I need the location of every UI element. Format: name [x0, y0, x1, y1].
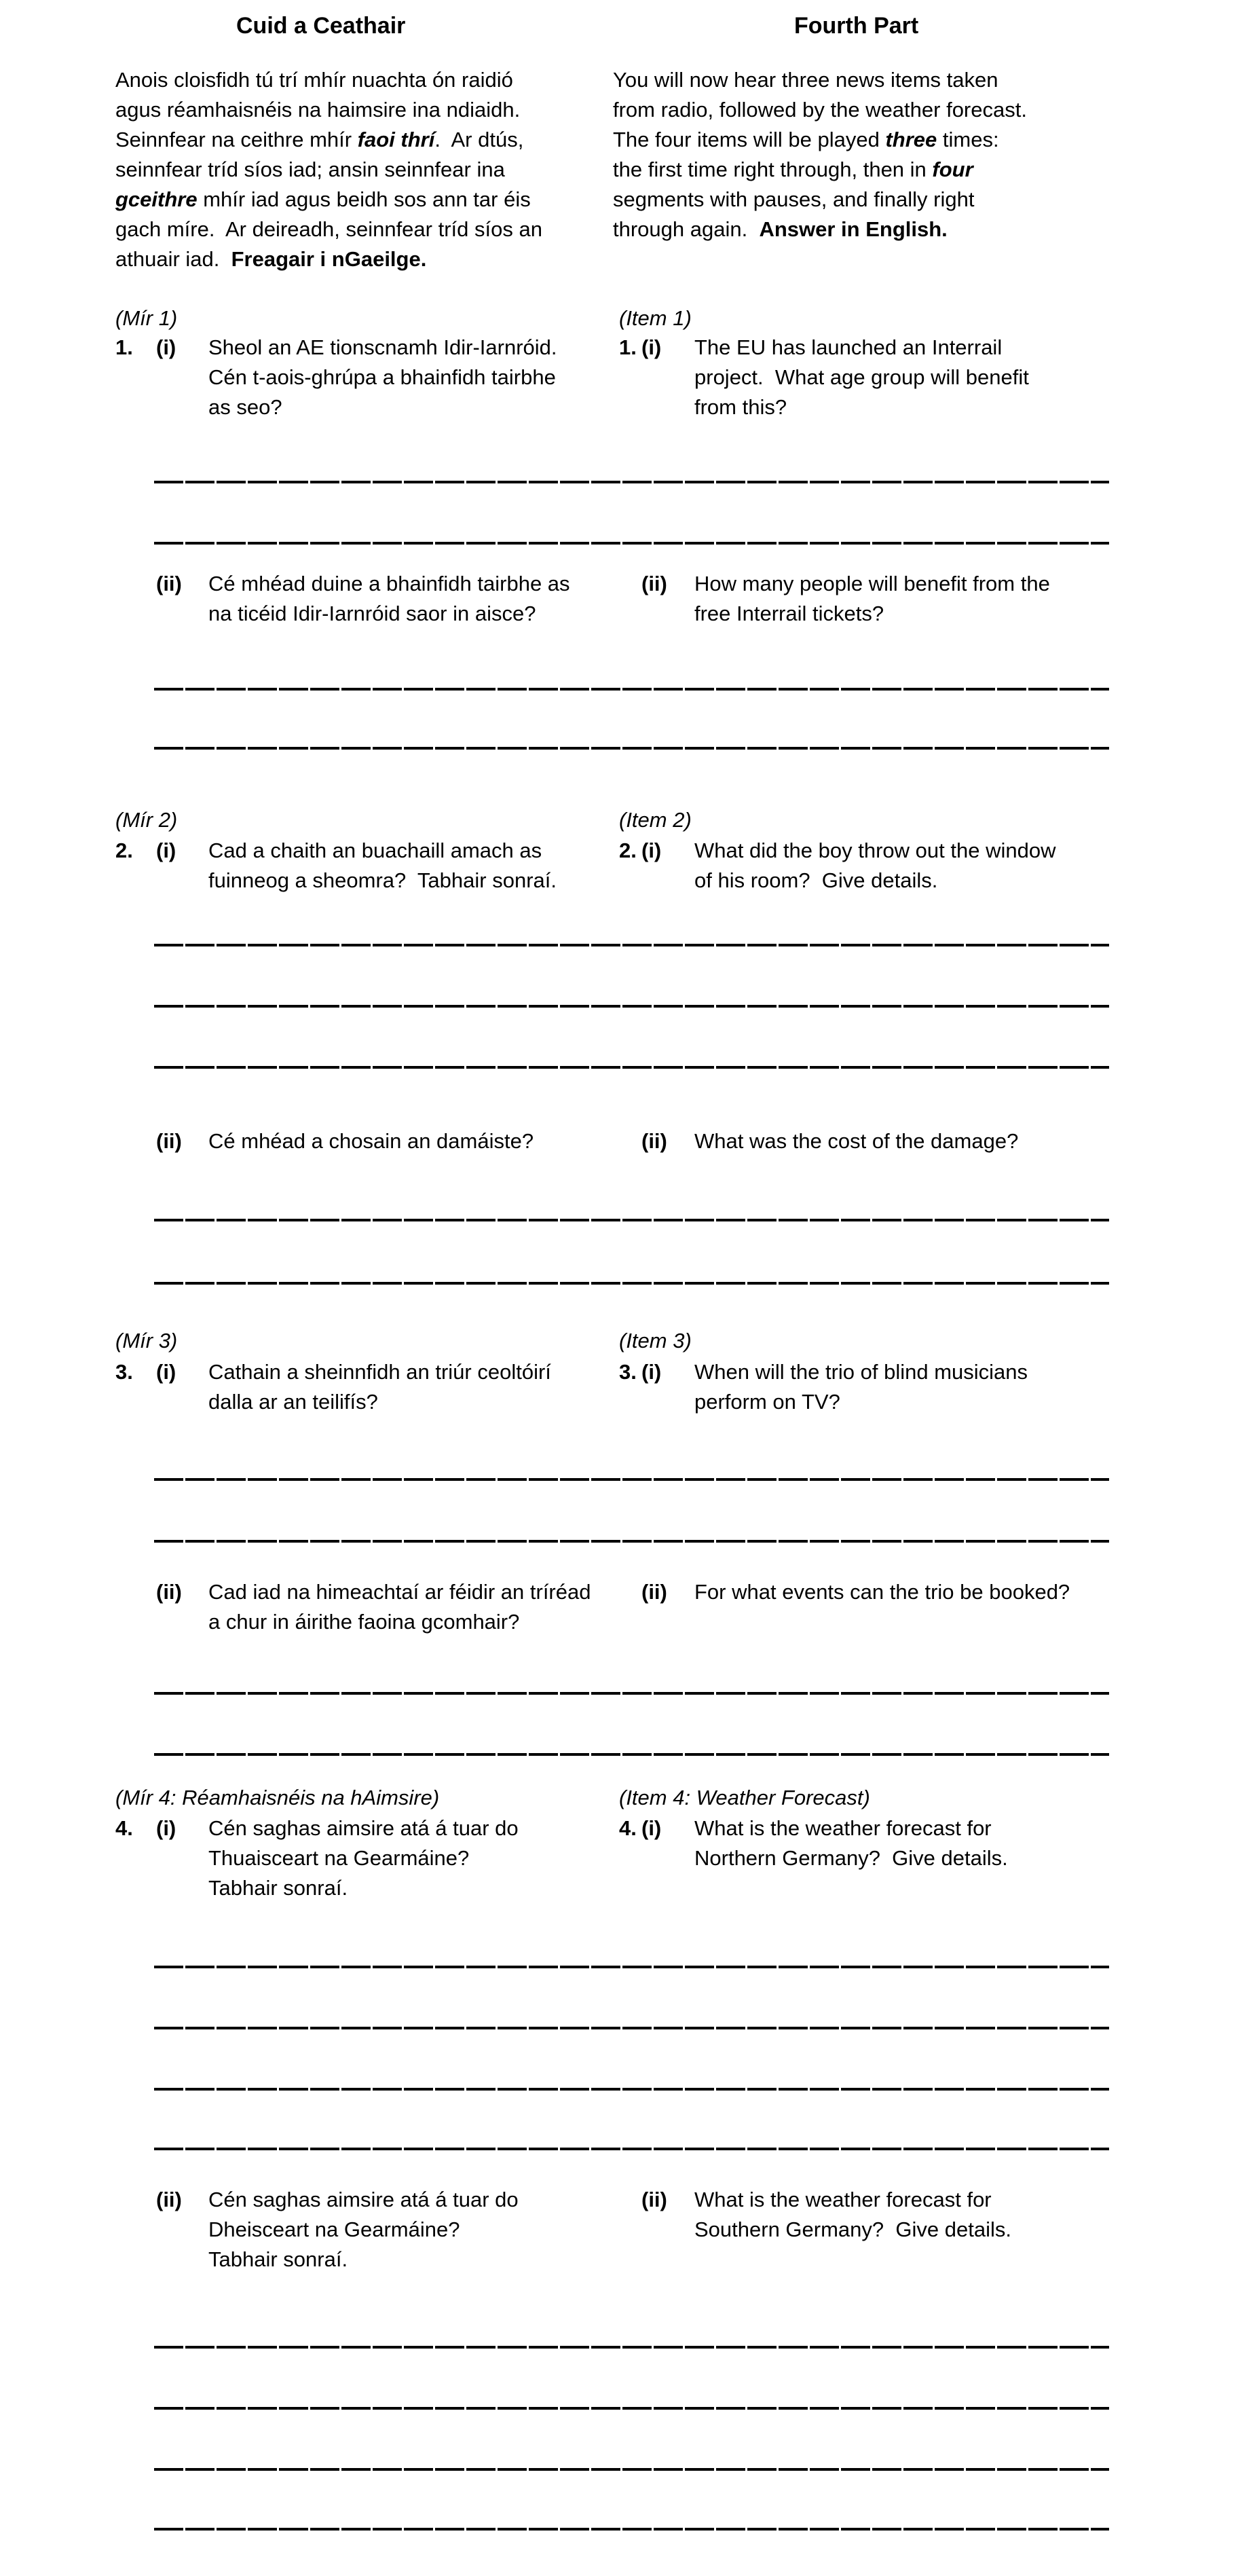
answer-line	[154, 1966, 1109, 1968]
text-segment: three	[885, 128, 937, 151]
answer-line	[154, 1219, 1109, 1221]
question-text	[694, 836, 1115, 896]
text-line: Cad a chaith an buachaill amach as	[208, 839, 542, 862]
question-4ii-english	[619, 2185, 1115, 2245]
question-4ii-irish	[115, 2185, 611, 2275]
text-line: Sheol an AE tionscnamh Idir-Iarnróid.	[208, 335, 557, 359]
question-2ii-english	[619, 1126, 1115, 1156]
question-number: 1.	[619, 335, 637, 359]
section-4-label-irish: (Mír 4: Réamhaisnéis na hAimsire)	[115, 1786, 440, 1809]
answer-line	[154, 1282, 1109, 1285]
question-number: 1.	[115, 335, 133, 359]
text-segment: faoi thrí	[357, 128, 435, 151]
question-text	[694, 1577, 1115, 1607]
text-segment: Freagair i nGaeilge.	[231, 247, 427, 271]
text-line: What did the boy throw out the window	[694, 839, 1056, 862]
text-segment: through again.	[613, 217, 760, 241]
question-1ii-english	[619, 569, 1115, 629]
text-line: What is the weather forecast for	[694, 2188, 992, 2211]
answer-line	[154, 1478, 1109, 1481]
text-segment: the first time right through, then in	[613, 158, 933, 181]
question-text	[208, 1577, 611, 1637]
text-line: Southern Germany? Give details.	[694, 2218, 1011, 2241]
question-text	[208, 569, 611, 629]
text-line: na ticéid Idir-Iarnróid saor in aisce?	[208, 602, 536, 625]
question-text	[208, 1126, 611, 1156]
question-text	[694, 1814, 1115, 1873]
text-line: as seo?	[208, 395, 282, 419]
text-line: Cé mhéad a chosain an damáiste?	[208, 1129, 534, 1153]
header-irish: Cuid a Ceathair	[236, 13, 406, 39]
answer-line	[154, 2148, 1109, 2150]
answer-line	[154, 542, 1109, 545]
answer-line	[154, 1005, 1109, 1008]
section-1-label-english: (Item 1)	[619, 306, 692, 330]
answer-line	[154, 1692, 1109, 1695]
question-2i-english	[619, 836, 1115, 896]
text-line	[115, 125, 542, 155]
question-3i-english	[619, 1357, 1115, 1417]
question-2ii-irish	[115, 1126, 611, 1156]
answer-line	[154, 688, 1109, 691]
text-line	[613, 125, 1027, 155]
question-marker: (ii)	[156, 2188, 182, 2211]
text-line	[115, 65, 542, 95]
answer-line	[154, 1540, 1109, 1543]
text-line: Dheisceart na Gearmáine?	[208, 2218, 460, 2241]
text-line: What was the cost of the damage?	[694, 1129, 1019, 1153]
question-marker: (i)	[156, 1816, 176, 1840]
question-number: 4.	[115, 1816, 133, 1840]
text-line	[115, 155, 542, 185]
text-line	[115, 215, 542, 244]
text-segment: gceithre	[115, 187, 198, 211]
answer-line	[154, 481, 1109, 483]
text-line: The EU has launched an Interrail	[694, 335, 1003, 359]
question-marker: (ii)	[156, 1129, 182, 1153]
answer-line	[154, 747, 1109, 750]
question-marker: (i)	[156, 335, 176, 359]
question-marker: (ii)	[641, 2188, 667, 2211]
question-text	[208, 1814, 611, 1903]
text-segment: times:	[937, 128, 999, 151]
question-text	[694, 1357, 1115, 1417]
section-1-label-irish: (Mír 1)	[115, 306, 178, 330]
text-segment: from radio, followed by the weather forecast.	[613, 98, 1027, 122]
text-line: free Interrail tickets?	[694, 602, 884, 625]
text-line: Cén saghas aimsire atá á tuar do	[208, 1816, 519, 1840]
text-segment: gach míre. Ar deireadh, seinnfear tríd síos an	[115, 217, 542, 241]
text-segment: Anois cloisfidh tú trí mhír nuachta ón raidió	[115, 68, 513, 92]
text-line: Cén t-aois-ghrúpa a bhainfidh tairbhe	[208, 365, 556, 389]
text-line: Cathain a sheinnfidh an triúr ceoltóirí	[208, 1360, 551, 1384]
section-4-label-english: (Item 4: Weather Forecast)	[619, 1786, 870, 1809]
answer-line	[154, 2346, 1109, 2349]
answer-line	[154, 944, 1109, 946]
question-1ii-irish	[115, 569, 611, 629]
question-marker: (i)	[641, 839, 662, 862]
question-number: 3.	[619, 1360, 637, 1384]
text-line: What is the weather forecast for	[694, 1816, 992, 1840]
question-3ii-english	[619, 1577, 1115, 1607]
question-text	[694, 569, 1115, 629]
text-line: Cé mhéad duine a bhainfidh tairbhe as	[208, 572, 570, 595]
text-line	[613, 185, 1027, 215]
question-text	[208, 2185, 611, 2275]
text-segment: agus réamhaisnéis na haimsire ina ndiaidh.	[115, 98, 521, 122]
question-3ii-irish	[115, 1577, 611, 1637]
question-marker: (ii)	[156, 572, 182, 595]
text-line: perform on TV?	[694, 1390, 840, 1414]
question-text	[694, 1126, 1115, 1156]
text-line: Northern Germany? Give details.	[694, 1846, 1008, 1870]
text-segment: mhír iad agus beidh sos ann tar éis	[197, 187, 531, 211]
question-marker: (ii)	[156, 1580, 182, 1604]
question-marker: (i)	[641, 1816, 662, 1840]
answer-line	[154, 1066, 1109, 1069]
text-line: Thuaisceart na Gearmáine?	[208, 1846, 470, 1870]
question-marker: (ii)	[641, 1129, 667, 1153]
section-2-label-english: (Item 2)	[619, 808, 692, 832]
question-number: 2.	[115, 839, 133, 862]
header-english: Fourth Part	[794, 13, 919, 39]
answer-line	[154, 2528, 1109, 2531]
text-line: Cén saghas aimsire atá á tuar do	[208, 2188, 519, 2211]
question-text	[694, 333, 1115, 422]
question-marker: (i)	[641, 335, 662, 359]
text-segment: four	[932, 158, 973, 181]
text-line: a chur in áirithe faoina gcomhair?	[208, 1610, 520, 1634]
text-line	[115, 95, 542, 125]
question-text	[694, 2185, 1115, 2245]
question-4i-irish	[115, 1814, 611, 1903]
text-segment: seinnfear tríd síos iad; ansin seinnfear ina	[115, 158, 505, 181]
question-marker: (i)	[156, 1360, 176, 1384]
question-marker: (i)	[156, 839, 176, 862]
answer-line	[154, 2088, 1109, 2091]
text-segment: segments with pauses, and finally right	[613, 187, 975, 211]
text-line: dalla ar an teilifís?	[208, 1390, 378, 1414]
text-line: of his room? Give details.	[694, 868, 938, 892]
text-line	[115, 244, 542, 274]
intro-irish	[115, 65, 542, 274]
question-3i-irish	[115, 1357, 611, 1417]
text-line: Cad iad na himeachtaí ar féidir an tríréad	[208, 1580, 591, 1604]
text-line	[613, 155, 1027, 185]
text-segment: Answer in English.	[759, 217, 948, 241]
text-segment: The four items will be played	[613, 128, 886, 151]
question-number: 4.	[619, 1816, 637, 1840]
text-line: fuinneog a sheomra? Tabhair sonraí.	[208, 868, 557, 892]
text-segment: . Ar dtús,	[434, 128, 524, 151]
question-1i-english	[619, 333, 1115, 422]
section-3-label-irish: (Mír 3)	[115, 1329, 178, 1353]
text-line: When will the trio of blind musicians	[694, 1360, 1028, 1384]
answer-line	[154, 1753, 1109, 1756]
question-2i-irish	[115, 836, 611, 896]
text-line: Tabhair sonraí.	[208, 2247, 348, 2271]
question-marker: (ii)	[641, 572, 667, 595]
question-marker: (ii)	[641, 1580, 667, 1604]
section-3-label-english: (Item 3)	[619, 1329, 692, 1353]
text-segment: Seinnfear na ceithre mhír	[115, 128, 358, 151]
text-segment: athuair iad.	[115, 247, 231, 271]
question-number: 2.	[619, 839, 637, 862]
text-line	[613, 95, 1027, 125]
intro-english	[613, 65, 1027, 244]
text-line: For what events can the trio be booked?	[694, 1580, 1070, 1604]
question-marker: (i)	[641, 1360, 662, 1384]
text-line	[613, 65, 1027, 95]
question-4i-english	[619, 1814, 1115, 1873]
answer-line	[154, 2027, 1109, 2029]
section-2-label-irish: (Mír 2)	[115, 808, 178, 832]
text-line: project. What age group will benefit	[694, 365, 1029, 389]
question-text	[208, 1357, 611, 1417]
text-line: How many people will benefit from the	[694, 572, 1050, 595]
question-text	[208, 333, 611, 422]
text-line	[115, 185, 542, 215]
text-line: from this?	[694, 395, 787, 419]
answer-line	[154, 2468, 1109, 2471]
text-line	[613, 215, 1027, 244]
question-text	[208, 836, 611, 896]
answer-line	[154, 2407, 1109, 2410]
question-1i-irish	[115, 333, 611, 422]
text-line: Tabhair sonraí.	[208, 1876, 348, 1900]
question-number: 3.	[115, 1360, 133, 1384]
text-segment: You will now hear three news items taken	[613, 68, 998, 92]
